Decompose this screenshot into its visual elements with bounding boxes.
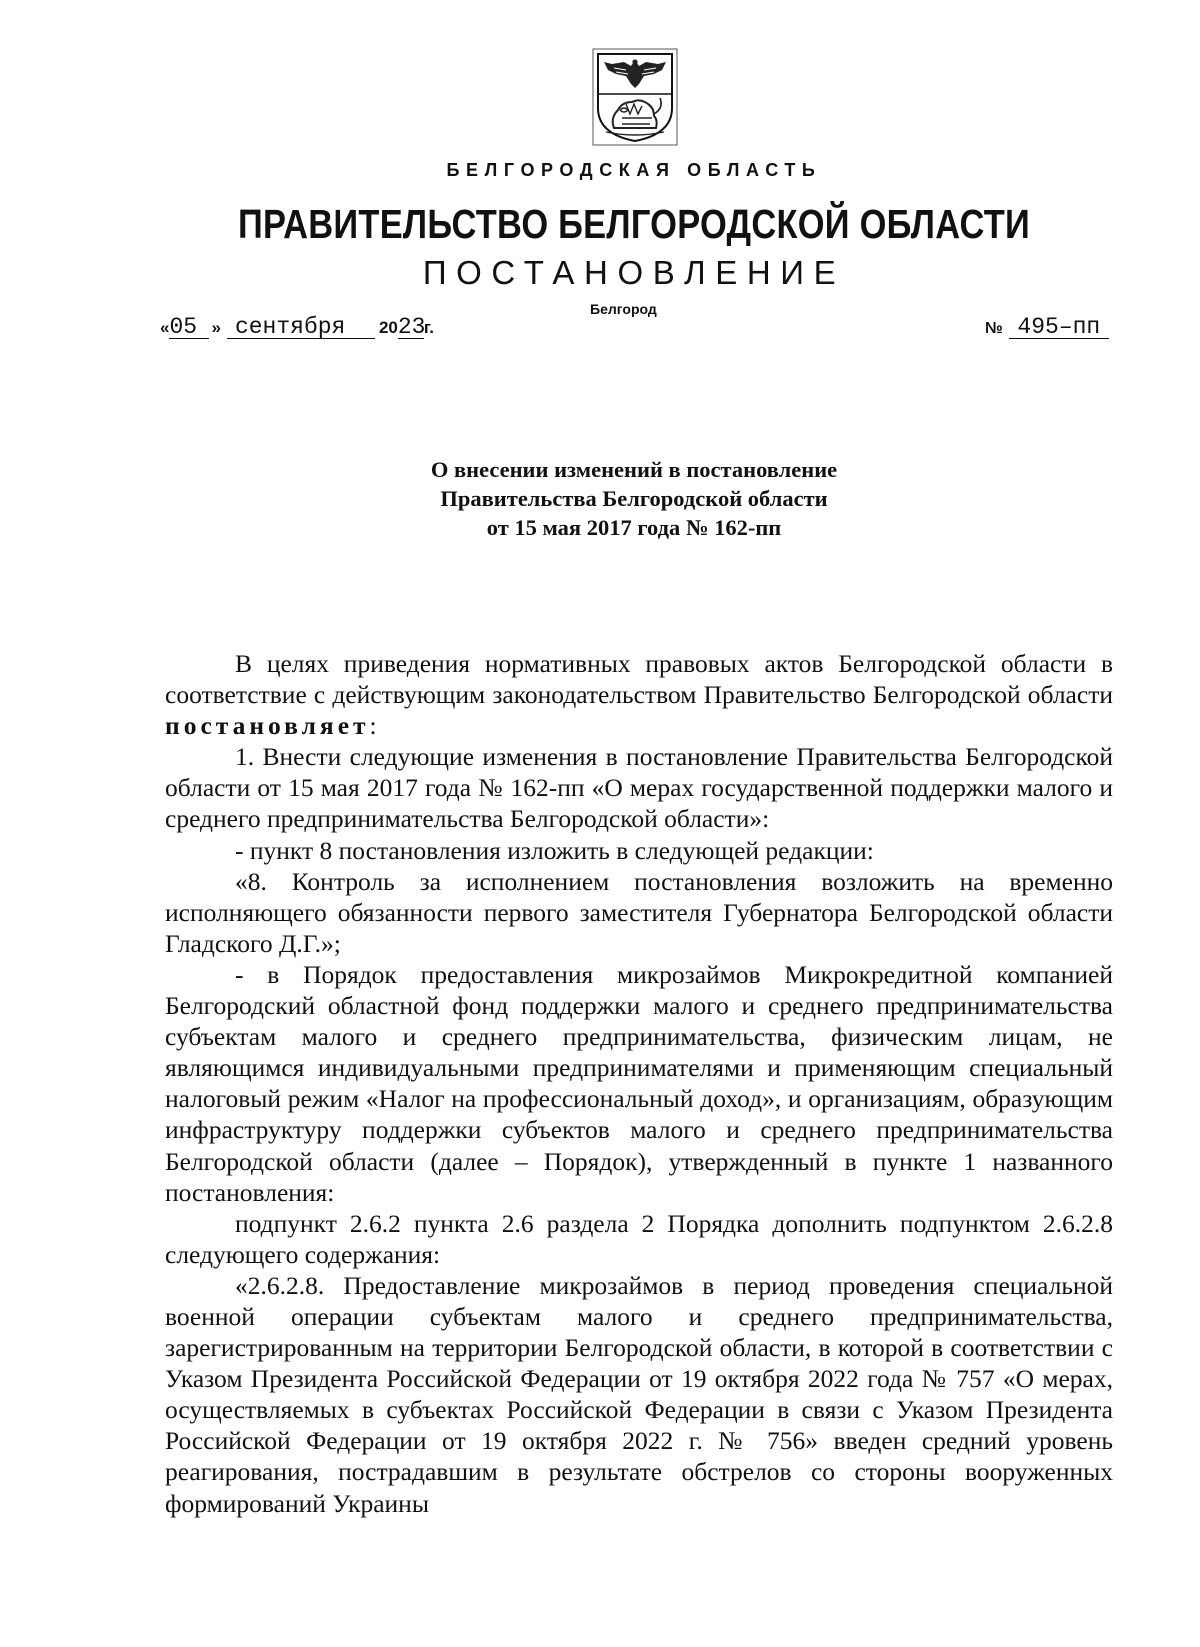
date-day: 05 <box>169 316 209 339</box>
region-name: БЕЛГОРОДСКАЯ ОБЛАСТЬ <box>446 160 822 180</box>
paragraph-2: - пункт 8 постановления изложить в следующей редакции: <box>235 835 874 865</box>
date-quote-close: » <box>211 318 221 337</box>
title-line-3: от 15 мая 2017 года № 162-пп <box>486 515 782 540</box>
document-title <box>0 455 1200 542</box>
date-year-unit: г. <box>423 318 434 337</box>
paragraph-4: - в Порядок предоставления микрозаймов Микрокредитной компанией Белгородский областной фонд поддержки малого и среднего предпринимательства субъектам малого и среднего предпринимательства, физическим лицам, не являющимся индивидуальными предпринимателями и применяющим специальный налоговый режим «Налог на профессиональный доход», и организациям, образующим инфраструктуру поддержки субъектов малого и среднего предпринимательства Белгородской области (далее – Порядок), утвержденный в пункте 1 названного постановления: <box>165 959 1113 1207</box>
coat-of-arms-icon <box>592 48 678 146</box>
paragraph-5: подпункт 2.6.2 пункта 2.6 раздела 2 Порядка дополнить подпунктом 2.6.2.8 следующего содержания: <box>165 1208 1113 1269</box>
paragraph-preamble <box>165 648 1113 741</box>
government-name: ПРАВИТЕЛЬСТВО БЕЛГОРОДСКОЙ ОБЛАСТИ <box>237 201 1031 247</box>
preamble-text: В целях приведения нормативных правовых актов Белгородской области в соответствие с действующим законодательством Правительство Белгородской области <box>165 649 1113 710</box>
date-quote-open: « <box>160 318 170 337</box>
paragraph-6: «2.6.2.8. Предоставление микрозаймов в период проведения специальной военной операции субъектам малого и среднего предпринимательства, зарегистрированным на территории Белгородской области, в которой в соответствии с Указом Президента Российской Федерации от 19 октября 2022 года № 757 «О мерах, осуществляемых в субъектах Российской Федерации в связи с Указом Президента Российской Федерации от 19 октября 2022 г. № 756» введен средний уровень реагирования, пострадавшим в результате обстрелов со стороны вооруженных формирований Украины <box>165 1270 1113 1518</box>
city-name: Белгород <box>590 301 657 317</box>
title-line-2: Правительства Белгородской области <box>440 486 828 511</box>
number-label: № <box>985 320 1003 337</box>
document-number <box>985 316 1109 339</box>
number-value: 495–пп <box>1009 316 1109 339</box>
title-line-1: О внесении изменений в постановление <box>430 457 838 482</box>
paragraph-3: «8. Контроль за исполнением постановления возложить на временно исполняющего обязанности первого заместителя Губернатора Белгородской области Гладского Д.Г.»; <box>165 866 1113 958</box>
document-date <box>160 316 434 339</box>
document-type: ПОСТАНОВЛЕНИЕ <box>422 254 846 291</box>
date-year-suffix: 23 <box>397 314 426 340</box>
date-year-prefix: 20 <box>378 318 398 337</box>
preamble-emphasis: постановляет <box>165 711 370 741</box>
date-month: сентября <box>227 316 375 339</box>
document-body <box>165 648 1113 1519</box>
preamble-end: : <box>369 711 377 741</box>
paragraph-1: 1. Внести следующие изменения в постановление Правительства Белгородской области от 15 мая 2017 года № 162-пп «О мерах государственной поддержки малого и среднего предпринимательства Белгородской области»: <box>165 742 1113 834</box>
